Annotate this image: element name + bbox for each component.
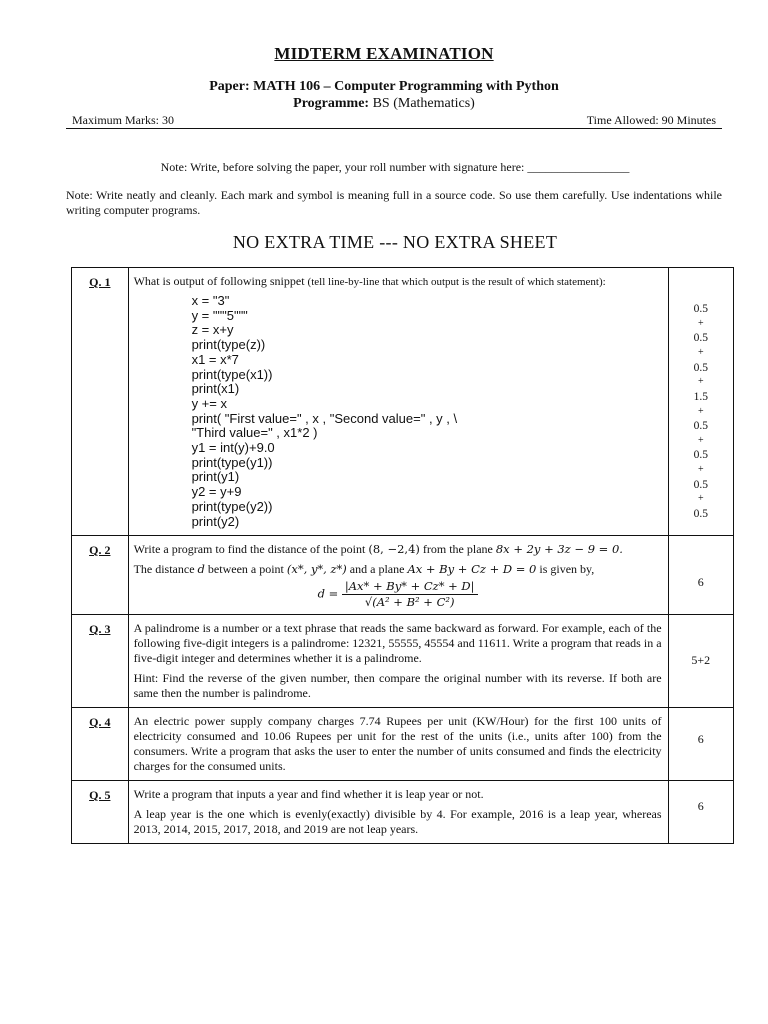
code-line: print(type(z)) xyxy=(191,337,266,353)
code-line: y += x xyxy=(191,395,227,411)
question-number: Q. 4 xyxy=(72,708,129,781)
question-number: Q. 1 xyxy=(72,268,129,536)
marks-part: 0.5 xyxy=(693,449,708,462)
marks-part: 0.5 xyxy=(693,332,708,345)
marks-plus: + xyxy=(697,317,704,329)
question-body xyxy=(128,781,668,844)
code-line: x = "3" xyxy=(191,293,230,308)
marks-value: 6 xyxy=(697,575,704,590)
question-row-5 xyxy=(72,781,734,844)
question-body xyxy=(128,615,668,708)
question-paragraph: A leap year is the one which is evenly(exactly) divisible by 4. For example, 2016 is a leap year, whereas 2013, 2014, 2015, 2017, 2018, and 2019 are not leap years. xyxy=(133,807,662,837)
code-line: x1 = x*7 xyxy=(191,351,239,367)
text: from the plane xyxy=(419,542,496,557)
code-line: print( "First value=" , x , "Second value=" , y , \ xyxy=(191,410,458,426)
question-body xyxy=(128,708,668,781)
question-paragraph: An electric power supply company charges 7.74 Rupees per unit (KW/Hour) for the first 100 units of electricity consumed and 10.06 Rupees per unit for the rest of the units (i.e., units after 100) from the consumers. Write a program that asks the user to enter the number of units consumed and finds the electricity charges for the consumed units. xyxy=(133,714,662,774)
programme-label: Programme: xyxy=(293,96,370,111)
neatness-note: Note: Write neatly and cleanly. Each mark and symbol is meaning full in a source code. So use them carefully. Use indentations while writing computer programs. xyxy=(66,188,722,217)
code-line: z = x+y xyxy=(191,322,234,338)
question-row-3 xyxy=(72,615,734,708)
marks-value: 6 xyxy=(697,799,704,814)
time-allowed: Time Allowed: 90 Minutes xyxy=(586,113,716,127)
formula-numerator: |Ax* + By* + Cz* + D| xyxy=(342,579,478,595)
exam-title: MIDTERM EXAMINATION xyxy=(274,44,494,63)
code-line: print(type(y1)) xyxy=(191,454,273,470)
marks-plus: + xyxy=(697,405,704,417)
code-line: print(x1) xyxy=(191,381,240,397)
code-line: y1 = int(y)+9.0 xyxy=(191,440,275,456)
question-marks xyxy=(668,615,733,708)
question-marks xyxy=(668,781,733,844)
question-body xyxy=(128,268,668,536)
general-point: (x*, y*, z*) xyxy=(286,562,347,577)
programme-value: BS (Mathematics) xyxy=(372,96,475,111)
question-intro xyxy=(134,274,662,290)
intro-text: What is output of following snippet xyxy=(133,274,305,288)
question-paragraph: Write a program that inputs a year and find whether it is leap year or not. xyxy=(133,787,484,802)
marks-time-row xyxy=(66,112,722,129)
question-marks xyxy=(668,708,733,781)
questions-table xyxy=(71,267,734,844)
question-row-4 xyxy=(72,708,734,781)
distance-symbol: d xyxy=(197,562,205,577)
paper-title: Paper: MATH 106 – Computer Programming with Python xyxy=(209,79,559,94)
code-line: print(type(y2)) xyxy=(191,498,273,514)
marks-part: 0.5 xyxy=(693,420,708,433)
marks-part: 0.5 xyxy=(693,303,708,315)
question-line xyxy=(134,542,662,557)
marks-plus: + xyxy=(697,493,704,505)
text: between a point xyxy=(204,562,287,577)
text: Write a program to find the distance of the point xyxy=(133,542,369,557)
programme-line xyxy=(0,96,768,112)
formula-lhs: d = xyxy=(317,586,339,601)
general-plane: Ax + By + Cz + D = 0 xyxy=(407,562,537,577)
roll-number-note: Note: Write, before solving the paper, your roll number with signature here: _________________ xyxy=(160,160,630,174)
question-paragraph: A palindrome is a number or a text phrase that reads the same backward as forward. For example, each of the following five-digit integers is a palindrome: 12321, 55555, 45554 and 11611. Write a program that reads in a five-digit integer and determines whether it is a palindrome. xyxy=(133,621,662,666)
question-line xyxy=(134,562,662,577)
marks-plus: + xyxy=(697,376,704,388)
text: and a plane xyxy=(346,562,408,577)
question-hint: Hint: Find the reverse of the given number, then compare the original number with its reverse. If both are same then the number is palindrome. xyxy=(133,671,662,701)
distance-formula xyxy=(134,579,662,610)
marks-plus: + xyxy=(697,434,704,446)
code-line: print(y2) xyxy=(191,513,240,529)
question-number: Q. 2 xyxy=(72,536,129,615)
code-line: "Third value=" , x1*2 ) xyxy=(191,425,318,441)
marks-part: 1.5 xyxy=(693,390,708,403)
question-number: Q. 3 xyxy=(72,615,129,708)
marks-breakdown xyxy=(670,269,732,522)
text: The distance xyxy=(133,562,198,577)
marks-value: 6 xyxy=(697,732,704,747)
point-coordinates: (8, −2,4) xyxy=(368,542,420,557)
text: is given by, xyxy=(536,562,595,577)
marks-plus: + xyxy=(697,464,704,476)
question-body xyxy=(128,536,668,615)
question-marks xyxy=(668,536,733,615)
marks-plus: + xyxy=(697,347,704,358)
maximum-marks: Maximum Marks: 30 xyxy=(72,113,174,127)
code-snippet xyxy=(192,294,662,529)
code-line: print(type(x1)) xyxy=(191,366,273,382)
code-line: print(y1) xyxy=(191,469,240,485)
code-line: y = """5""" xyxy=(191,307,248,323)
intro-instruction: (tell line-by-line that which output is the result of which statement): xyxy=(307,276,606,288)
formula-denominator: √(A² + B² + C²) xyxy=(364,595,455,610)
no-extra-banner: NO EXTRA TIME --- NO EXTRA SHEET xyxy=(232,232,558,252)
marks-part: 0.5 xyxy=(693,478,708,491)
marks-part: 0.5 xyxy=(693,508,708,521)
question-row-1 xyxy=(72,268,734,536)
question-row-2 xyxy=(72,536,734,615)
plane-equation: 8x + 2y + 3z − 9 = 0. xyxy=(495,542,623,557)
question-marks xyxy=(668,268,733,536)
code-line: y2 = y+9 xyxy=(191,484,242,500)
formula-fraction xyxy=(342,579,478,610)
marks-part: 0.5 xyxy=(693,361,708,374)
question-number: Q. 5 xyxy=(72,781,129,844)
marks-value: 5+2 xyxy=(691,653,711,668)
